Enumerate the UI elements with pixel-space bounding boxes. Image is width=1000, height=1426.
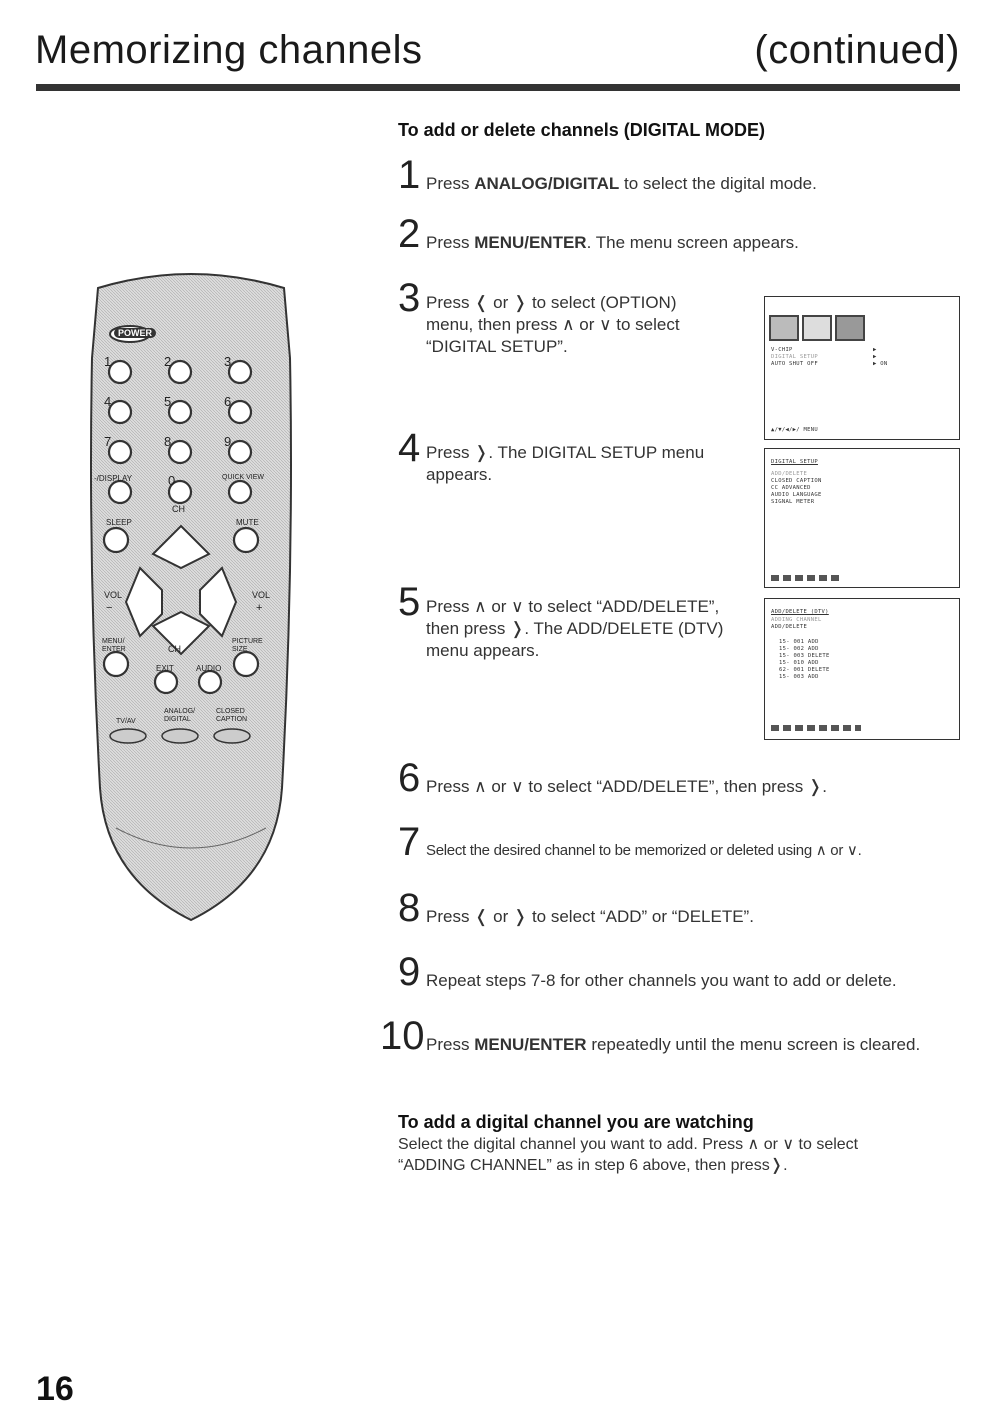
subsection-title: To add a digital channel you are watching	[398, 1112, 754, 1132]
menu-row: V-CHIP	[771, 347, 793, 353]
channel-row: 15- 002 ADD	[779, 646, 819, 652]
vol-plus-label: +	[256, 602, 263, 614]
step-5	[398, 582, 758, 662]
vol-label: VOL	[104, 590, 123, 600]
step-number: 10	[380, 1014, 425, 1058]
page-title: Memorizing channels	[35, 28, 423, 72]
add-delete-screen	[764, 598, 960, 740]
picture-size-label: PICTURE SIZE	[232, 638, 263, 653]
menu-row-value: ▶	[873, 347, 877, 353]
analog-digital-label: ANALOG/ DIGITAL	[164, 708, 196, 723]
nav-icons-bar	[771, 725, 861, 731]
step-number: 3	[398, 276, 421, 320]
step-number: 2	[398, 212, 421, 256]
digit-label: 5	[164, 394, 172, 409]
menu-enter-label: MENU/ ENTER	[102, 638, 126, 653]
digit-label: 0	[168, 473, 176, 488]
step-text-line: Press ❬ or ❭ to select (OPTION)	[426, 293, 677, 312]
step-9	[398, 952, 897, 992]
menu-row-value: ▶	[873, 354, 877, 360]
step-1	[398, 155, 817, 195]
step-text: Press	[426, 174, 475, 193]
step-text-line: menu, then press ∧ or ∨ to select	[426, 315, 680, 334]
digit-label: 1	[104, 354, 112, 369]
exit-label: EXIT	[156, 664, 174, 673]
step-text: repeatedly until the menu screen is cleared.	[586, 1035, 921, 1054]
menu-row: ADD/DELETE	[771, 471, 808, 477]
digit-label: 2	[164, 354, 172, 369]
menu-title: DIGITAL SETUP	[771, 459, 818, 465]
step-number: 7	[398, 820, 421, 864]
key-label: ANALOG/DIGITAL	[474, 174, 620, 193]
step-text: Repeat steps 7-8 for other channels you want to add or delete.	[426, 971, 897, 990]
step-text-line: appears.	[426, 465, 493, 484]
digit-label: 6	[224, 394, 232, 409]
subsection-line: Select the digital channel you want to add. Press ∧ or ∨ to select	[398, 1136, 859, 1153]
picture-icon	[769, 315, 799, 341]
channel-row: 15- 003 DELETE	[779, 653, 830, 659]
vol-minus-label: −	[106, 602, 113, 614]
step-number: 8	[398, 886, 421, 930]
digit-label: 8	[164, 434, 172, 449]
step-4	[398, 428, 758, 488]
digital-setup-screen	[764, 448, 960, 588]
step-text-line: menu appears.	[426, 641, 540, 660]
mute-label: MUTE	[236, 518, 259, 527]
step-2	[398, 214, 799, 254]
digit-label: 9	[224, 434, 232, 449]
digit-label: 3	[224, 354, 232, 369]
display-label: -/DISPLAY	[94, 474, 133, 483]
menu-row: AUDIO LANGUAGE	[771, 492, 822, 498]
step-text: . The menu screen appears.	[586, 233, 799, 252]
step-8	[398, 888, 754, 928]
menu-row: DIGITAL SETUP	[771, 354, 818, 360]
step-text-line: Press ∧ or ∨ to select “ADD/DELETE”,	[426, 597, 720, 616]
subsection-text	[398, 1134, 958, 1176]
step-number: 5	[398, 580, 421, 624]
menu-row: ADDING CHANNEL	[771, 617, 822, 623]
menu-nav-hint: ▲/▼/◀/▶/ MENU	[771, 427, 818, 433]
header-divider	[36, 84, 960, 91]
quick-view-label: QUICK VIEW	[222, 474, 265, 481]
step-number: 1	[398, 153, 421, 197]
step-7	[398, 822, 861, 862]
subsection-line: “ADDING CHANNEL” as in step 6 above, then press❭.	[398, 1157, 788, 1174]
key-label: MENU/ENTER	[474, 1035, 587, 1054]
step-text: Press ❬ or ❭ to select “ADD” or “DELETE”.	[426, 907, 754, 926]
closed-caption-label: CLOSED CAPTION	[216, 708, 248, 723]
option-icon	[835, 315, 865, 341]
step-text-line: “DIGITAL SETUP”.	[426, 337, 568, 356]
key-label: MENU/ENTER	[474, 233, 587, 252]
tv-av-label: TV/AV	[116, 718, 136, 725]
step-3	[398, 278, 758, 358]
menu-row: CLOSED CAPTION	[771, 478, 822, 484]
step-text: Select the desired channel to be memorized or deleted using ∧ or ∨.	[426, 842, 862, 859]
audio-icon	[802, 315, 832, 341]
menu-title: ADD/DELETE (DTV)	[771, 609, 829, 615]
step-text: to select the digital mode.	[619, 174, 817, 193]
step-10	[380, 1016, 920, 1056]
channel-row: 15- 001 ADD	[779, 639, 819, 645]
step-text: Press ∧ or ∨ to select “ADD/DELETE”, then press ❭.	[426, 777, 827, 796]
step-text: Press	[426, 1035, 475, 1054]
step-number: 6	[398, 756, 421, 800]
step-number: 4	[398, 426, 421, 470]
vol-label: VOL	[252, 590, 271, 600]
step-text-line: then press ❭. The ADD/DELETE (DTV)	[426, 619, 724, 638]
step-text: Press	[426, 233, 475, 252]
step-number: 9	[398, 950, 421, 994]
section-title: To add or delete channels (DIGITAL MODE)	[398, 120, 766, 140]
step-6	[398, 758, 827, 798]
remote-control-illustration	[86, 268, 296, 930]
digit-label: 4	[104, 394, 112, 409]
nav-icons-bar	[771, 575, 841, 581]
channel-row: 15- 010 ADD	[779, 660, 819, 666]
option-menu-screen	[764, 296, 960, 440]
menu-row-value: ▶ ON	[873, 361, 888, 367]
ch-label: CH	[172, 504, 185, 514]
step-text-line: Press ❭. The DIGITAL SETUP menu	[426, 443, 705, 462]
menu-row: SIGNAL METER	[771, 499, 815, 505]
menu-row: AUTO SHUT OFF	[771, 361, 818, 367]
ch-label: CH	[168, 644, 181, 654]
digit-label: 7	[104, 434, 112, 449]
menu-row: CC ADVANCED	[771, 485, 811, 491]
channel-row: 62- 001 DELETE	[779, 667, 830, 673]
sleep-label: SLEEP	[106, 518, 132, 527]
power-button: POWER	[114, 328, 156, 338]
channel-row: 15- 003 ADD	[779, 674, 819, 680]
menu-row: ADD/DELETE	[771, 624, 808, 630]
page-title-continued: (continued)	[754, 28, 960, 72]
page-number: 16	[36, 1370, 74, 1408]
audio-label: AUDIO	[196, 664, 222, 673]
